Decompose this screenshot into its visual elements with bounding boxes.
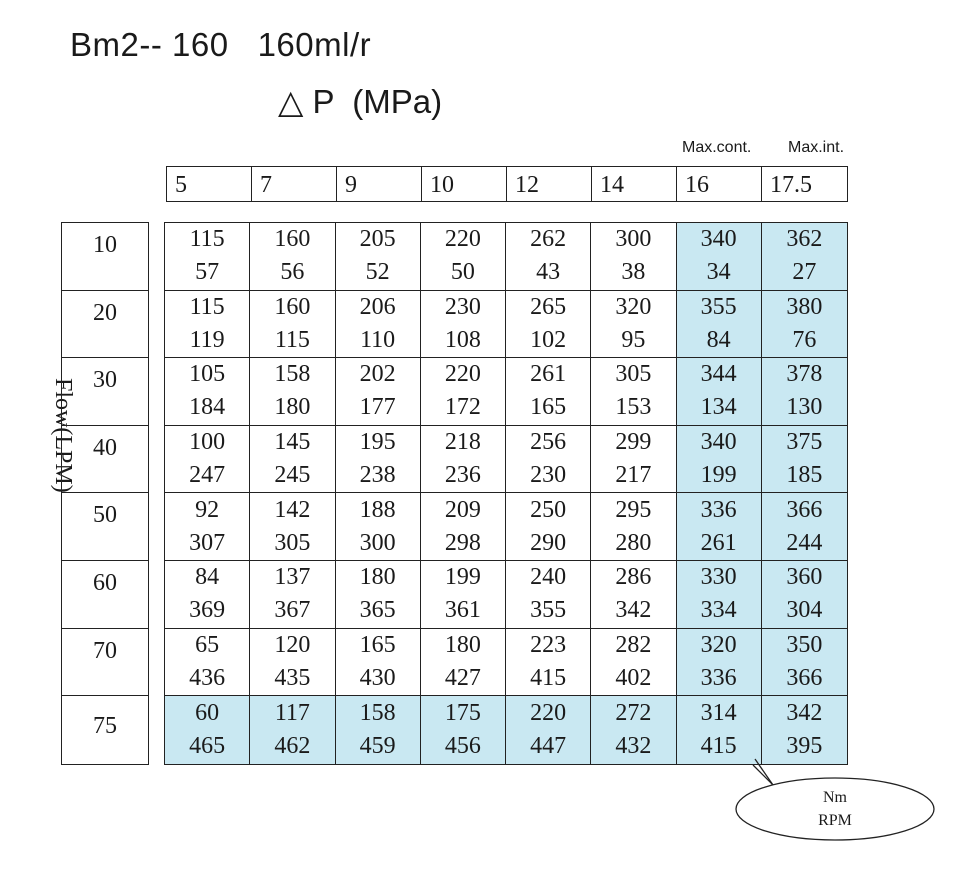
torque-value: 137 — [274, 564, 311, 591]
table-cell — [762, 291, 847, 358]
table-cell — [762, 223, 847, 290]
table-cell — [762, 493, 847, 560]
torque-value: 362 — [786, 226, 823, 253]
table-cell — [165, 291, 250, 358]
table-cell — [421, 291, 506, 358]
torque-value: 314 — [700, 699, 737, 726]
torque-value: 336 — [700, 496, 737, 523]
speed-value: 27 — [792, 259, 817, 286]
speed-value: 365 — [359, 597, 396, 624]
speed-value: 199 — [700, 462, 737, 489]
torque-value: 300 — [615, 226, 652, 253]
callout-text — [735, 786, 935, 832]
table-cell — [250, 426, 335, 493]
speed-value: 177 — [359, 394, 396, 421]
torque-value: 305 — [615, 361, 652, 388]
table-cell — [506, 629, 591, 696]
flow-row-label: 70 — [62, 629, 148, 697]
torque-value: 145 — [274, 429, 311, 456]
speed-value: 395 — [786, 732, 823, 759]
speed-value: 38 — [621, 259, 646, 286]
table-cell — [165, 696, 250, 764]
table-cell — [506, 561, 591, 628]
table-cell — [506, 358, 591, 425]
table-cell — [506, 223, 591, 290]
table-cell — [591, 291, 676, 358]
speed-value: 435 — [274, 664, 311, 691]
torque-value: 380 — [786, 293, 823, 320]
speed-value: 56 — [280, 259, 305, 286]
torque-value: 199 — [444, 564, 481, 591]
speed-value: 402 — [615, 664, 652, 691]
torque-value: 320 — [700, 631, 737, 658]
torque-value: 360 — [786, 564, 823, 591]
table-row — [165, 426, 847, 494]
speed-value: 34 — [706, 259, 731, 286]
table-cell — [336, 493, 421, 560]
speed-value: 415 — [530, 664, 567, 691]
table-cell — [677, 291, 762, 358]
torque-value: 256 — [530, 429, 567, 456]
speed-value: 290 — [530, 529, 567, 556]
torque-value: 340 — [700, 226, 737, 253]
table-cell — [165, 629, 250, 696]
flow-axis-label: Flow(LPM) — [50, 378, 76, 493]
speed-value: 102 — [530, 326, 567, 353]
torque-value: 205 — [359, 226, 396, 253]
speed-value: 76 — [792, 326, 817, 353]
speed-value: 427 — [444, 664, 481, 691]
callout-unit-speed: RPM — [818, 812, 852, 829]
table-cell — [506, 426, 591, 493]
speed-value: 165 — [530, 394, 567, 421]
speed-value: 334 — [700, 597, 737, 624]
table-cell — [591, 493, 676, 560]
torque-value: 320 — [615, 293, 652, 320]
speed-value: 447 — [530, 732, 567, 759]
table-cell — [250, 493, 335, 560]
torque-value: 105 — [189, 361, 226, 388]
table-cell — [591, 358, 676, 425]
flow-row-label: 10 — [62, 223, 148, 291]
speed-value: 355 — [530, 597, 567, 624]
table-row — [165, 358, 847, 426]
speed-value: 261 — [700, 529, 737, 556]
speed-value: 465 — [189, 732, 226, 759]
speed-value: 459 — [359, 732, 396, 759]
table-cell — [421, 629, 506, 696]
table-cell — [591, 561, 676, 628]
flow-row-label: 50 — [62, 493, 148, 561]
speed-value: 432 — [615, 732, 652, 759]
page-title: Bm2-- 160 160ml/r — [70, 26, 372, 63]
speed-value: 153 — [615, 394, 652, 421]
table-cell — [336, 561, 421, 628]
table-cell — [421, 223, 506, 290]
table-cell — [591, 629, 676, 696]
table-cell — [762, 696, 847, 764]
torque-value: 195 — [359, 429, 396, 456]
speed-value: 298 — [444, 529, 481, 556]
torque-value: 375 — [786, 429, 823, 456]
speed-value: 307 — [189, 529, 226, 556]
speed-value: 430 — [359, 664, 396, 691]
speed-value: 119 — [189, 326, 225, 353]
pressure-header-cell: 10 — [422, 167, 507, 201]
table-cell — [762, 561, 847, 628]
pressure-header-row — [166, 166, 848, 202]
speed-value: 436 — [189, 664, 226, 691]
torque-value: 84 — [195, 564, 220, 591]
speed-value: 130 — [786, 394, 823, 421]
torque-value: 209 — [444, 496, 481, 523]
table-cell — [421, 561, 506, 628]
speed-value: 217 — [615, 462, 652, 489]
torque-value: 100 — [189, 429, 226, 456]
speed-value: 180 — [274, 394, 311, 421]
table-cell — [421, 426, 506, 493]
table-row — [165, 696, 847, 764]
torque-value: 142 — [274, 496, 311, 523]
table-cell — [165, 493, 250, 560]
torque-speed-table — [164, 222, 848, 765]
pressure-header-cell: 9 — [337, 167, 422, 201]
pressure-header-cell: 12 — [507, 167, 592, 201]
torque-value: 158 — [359, 699, 396, 726]
speed-value: 367 — [274, 597, 311, 624]
table-cell — [421, 358, 506, 425]
speed-value: 236 — [444, 462, 481, 489]
torque-value: 120 — [274, 631, 311, 658]
table-cell — [421, 696, 506, 764]
speed-value: 43 — [536, 259, 561, 286]
flow-row-label: 40 — [62, 426, 148, 494]
speed-value: 230 — [530, 462, 567, 489]
table-cell — [165, 561, 250, 628]
torque-value: 117 — [274, 699, 310, 726]
flow-row-label: 75 — [93, 713, 117, 740]
table-row — [165, 291, 847, 359]
speed-value: 95 — [621, 326, 646, 353]
table-cell — [250, 629, 335, 696]
speed-value: 361 — [444, 597, 481, 624]
torque-value: 340 — [700, 429, 737, 456]
table-cell — [762, 358, 847, 425]
speed-value: 280 — [615, 529, 652, 556]
torque-value: 158 — [274, 361, 311, 388]
table-cell — [336, 358, 421, 425]
torque-value: 250 — [530, 496, 567, 523]
max-cont-label: Max.cont. — [682, 139, 752, 156]
torque-value: 188 — [359, 496, 396, 523]
torque-value: 180 — [444, 631, 481, 658]
torque-value: 265 — [530, 293, 567, 320]
torque-value: 202 — [359, 361, 396, 388]
torque-value: 160 — [274, 226, 311, 253]
speed-value: 462 — [274, 732, 311, 759]
speed-value: 366 — [786, 664, 823, 691]
max-int-label: Max.int. — [788, 139, 845, 156]
torque-value: 282 — [615, 631, 652, 658]
table-cell — [336, 426, 421, 493]
torque-value: 378 — [786, 361, 823, 388]
speed-value: 300 — [359, 529, 396, 556]
torque-value: 180 — [359, 564, 396, 591]
torque-value: 350 — [786, 631, 823, 658]
torque-value: 330 — [700, 564, 737, 591]
table-cell — [677, 493, 762, 560]
callout-unit-torque: Nm — [823, 789, 847, 806]
speed-value: 185 — [786, 462, 823, 489]
speed-value: 247 — [189, 462, 226, 489]
speed-value: 244 — [786, 529, 823, 556]
torque-value: 115 — [189, 226, 225, 253]
table-cell — [506, 291, 591, 358]
speed-value: 336 — [700, 664, 737, 691]
table-cell — [506, 696, 591, 764]
torque-value: 366 — [786, 496, 823, 523]
speed-value: 108 — [444, 326, 481, 353]
torque-value: 220 — [444, 361, 481, 388]
speed-value: 50 — [450, 259, 475, 286]
table-cell — [677, 223, 762, 290]
torque-value: 230 — [444, 293, 481, 320]
torque-value: 175 — [444, 699, 481, 726]
torque-value: 160 — [274, 293, 311, 320]
torque-value: 261 — [530, 361, 567, 388]
speed-value: 456 — [444, 732, 481, 759]
torque-value: 65 — [195, 631, 220, 658]
speed-value: 238 — [359, 462, 396, 489]
table-cell — [677, 358, 762, 425]
torque-value: 165 — [359, 631, 396, 658]
table-cell — [250, 696, 335, 764]
speed-value: 84 — [706, 326, 731, 353]
table-row — [165, 629, 847, 697]
table-cell — [591, 223, 676, 290]
speed-value: 415 — [700, 732, 737, 759]
torque-value: 286 — [615, 564, 652, 591]
flow-row-label: 60 — [62, 561, 148, 629]
table-cell — [591, 426, 676, 493]
torque-value: 262 — [530, 226, 567, 253]
speed-value: 57 — [195, 259, 220, 286]
speed-value: 134 — [700, 394, 737, 421]
speed-value: 115 — [274, 326, 310, 353]
speed-value: 342 — [615, 597, 652, 624]
pressure-subtitle: △ P (MPa) — [278, 83, 443, 120]
table-cell — [250, 223, 335, 290]
table-cell — [165, 426, 250, 493]
torque-value: 92 — [195, 496, 220, 523]
speed-value: 110 — [360, 326, 396, 353]
table-cell — [165, 358, 250, 425]
table-row — [165, 561, 847, 629]
table-cell — [336, 223, 421, 290]
table-row — [165, 223, 847, 291]
torque-value: 240 — [530, 564, 567, 591]
table-cell — [165, 223, 250, 290]
torque-value: 115 — [189, 293, 225, 320]
torque-value: 295 — [615, 496, 652, 523]
pressure-header-cell: 17.5 — [770, 172, 812, 198]
table-cell — [421, 493, 506, 560]
speed-value: 305 — [274, 529, 311, 556]
table-row — [165, 493, 847, 561]
torque-value: 220 — [530, 699, 567, 726]
table-cell — [336, 629, 421, 696]
torque-value: 355 — [700, 293, 737, 320]
speed-value: 172 — [444, 394, 481, 421]
pressure-header-cell: 7 — [252, 167, 337, 201]
table-cell — [506, 493, 591, 560]
speed-value: 184 — [189, 394, 226, 421]
table-cell — [677, 426, 762, 493]
table-cell — [677, 696, 762, 764]
table-cell — [336, 696, 421, 764]
pressure-header-cell: 5 — [167, 167, 252, 201]
speed-value: 304 — [786, 597, 823, 624]
table-cell — [677, 561, 762, 628]
torque-value: 223 — [530, 631, 567, 658]
table-cell — [250, 358, 335, 425]
flow-column — [61, 222, 149, 765]
pressure-header-cell: 14 — [592, 167, 677, 201]
torque-value: 272 — [615, 699, 652, 726]
speed-value: 52 — [365, 259, 390, 286]
torque-value: 344 — [700, 361, 737, 388]
torque-value: 206 — [359, 293, 396, 320]
torque-value: 299 — [615, 429, 652, 456]
torque-value: 342 — [786, 699, 823, 726]
torque-value: 60 — [195, 699, 220, 726]
table-cell — [762, 629, 847, 696]
table-cell — [250, 291, 335, 358]
table-cell — [591, 696, 676, 764]
table-cell — [762, 426, 847, 493]
speed-value: 369 — [189, 597, 226, 624]
torque-value: 220 — [444, 226, 481, 253]
table-cell — [336, 291, 421, 358]
flow-row-label: 20 — [62, 291, 148, 359]
torque-value: 218 — [444, 429, 481, 456]
table-cell — [250, 561, 335, 628]
table-cell — [677, 629, 762, 696]
pressure-header-cell: 16 — [677, 167, 762, 201]
flow-row-label: 30 — [62, 358, 148, 426]
speed-value: 245 — [274, 462, 311, 489]
